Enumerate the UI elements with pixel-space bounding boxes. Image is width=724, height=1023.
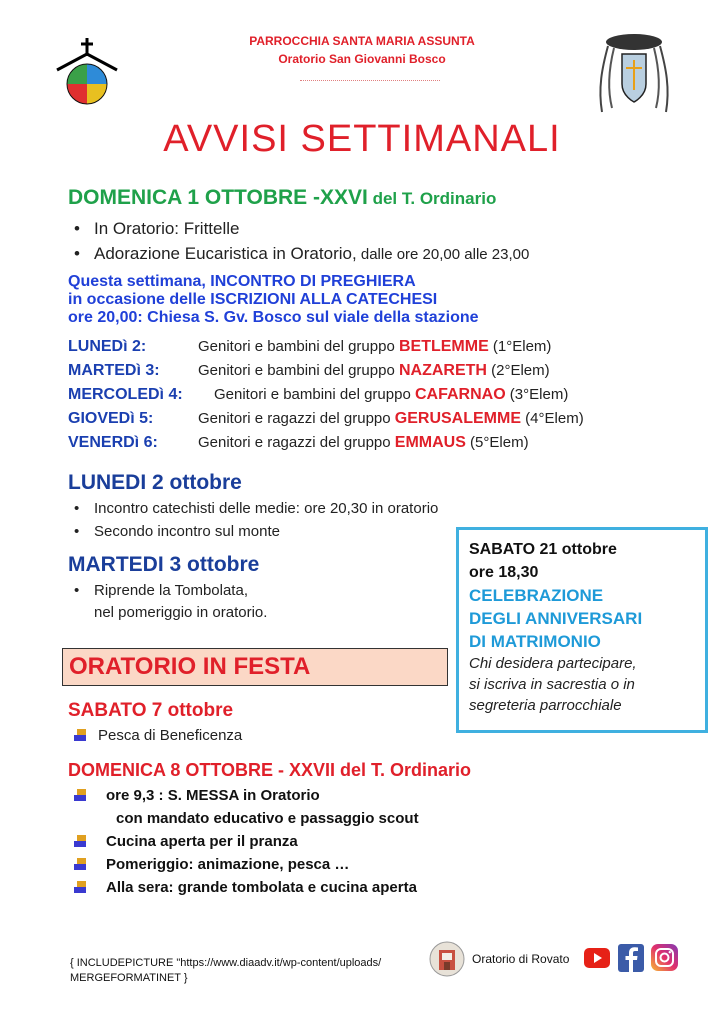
arrow-bullet-icon bbox=[74, 789, 88, 801]
day-row-monday: LUNEDì 2: Genitori e bambini del gruppo BETLEMME (1°Elem) bbox=[68, 338, 552, 355]
saturday-heading: SABATO 7 ottobre bbox=[68, 700, 234, 721]
day-row-friday: VENERDì 6: Genitori e ragazzi del gruppo EMMAUS (5°Elem) bbox=[68, 434, 529, 451]
box-event: DEGLI ANNIVERSARI bbox=[469, 609, 643, 628]
list-item: • Secondo incontro sul monte bbox=[68, 520, 438, 543]
sunday8-heading: DOMENICA 8 OTTOBRE - XXVII del T. Ordinario bbox=[68, 760, 472, 780]
oratory-name: Oratorio San Giovanni Bosco bbox=[278, 52, 446, 66]
box-time: ore 18,30 bbox=[469, 564, 539, 581]
list-item: con mandato educativo e passaggio scout bbox=[116, 810, 419, 827]
sunday1-list bbox=[68, 216, 529, 267]
day-row-tuesday: MARTEDì 3: Genitori e bambini del gruppo NAZARETH (2°Elem) bbox=[68, 362, 550, 379]
anniversary-box bbox=[456, 527, 708, 733]
week-announcement bbox=[68, 273, 479, 327]
monday-list bbox=[68, 497, 438, 543]
box-event: CELEBRAZIONE bbox=[469, 586, 604, 605]
footer-brand: Oratorio di Rovato bbox=[472, 952, 570, 966]
sunday1-heading bbox=[68, 186, 496, 210]
oratory-photo-icon bbox=[429, 941, 465, 977]
week-line: ore 20,00: Chiesa S. Gv. Bosco sul viale della stazione bbox=[68, 309, 479, 326]
box-date: SABATO 21 ottobre bbox=[469, 541, 617, 558]
tuesday-list bbox=[68, 580, 267, 624]
day-row-wednesday: MERCOLEDì 4: Genitori e bambini del gruppo CAFARNAO (3°Elem) bbox=[68, 386, 569, 403]
week-line: Questa settimana, INCONTRO DI PREGHIERA bbox=[68, 273, 416, 290]
list-item: • Riprende la Tombolata, nel pomeriggio in oratorio. bbox=[68, 580, 267, 624]
sunday1-heading-suffix: del T. Ordinario bbox=[367, 189, 497, 208]
saturday-item: Pesca di Beneficenza bbox=[74, 727, 242, 744]
arrow-bullet-icon bbox=[74, 729, 88, 741]
week-line: in occasione delle ISCRIZIONI ALLA CATECHESI bbox=[68, 291, 438, 308]
festa-banner: ORATORIO IN FESTA bbox=[62, 648, 448, 686]
list-item: ore 9,3 : S. MESSA in Oratorio bbox=[74, 784, 419, 807]
tuesday-heading: MARTEDI 3 ottobre bbox=[68, 553, 260, 576]
box-note: si iscriva in sacrestia o in bbox=[469, 676, 635, 693]
arrow-bullet-icon bbox=[74, 858, 88, 870]
list-item: Cucina aperta per il pranza bbox=[74, 830, 419, 853]
arrow-bullet-icon bbox=[74, 881, 88, 893]
page-title: AVVISI SETTIMANALI bbox=[163, 118, 561, 160]
list-item: Pomeriggio: animazione, pesca … bbox=[74, 853, 419, 876]
box-note: segreteria parrocchiale bbox=[469, 697, 622, 714]
field-code: { INCLUDEPICTURE "https://www.diaadv.it/wp-content/uploads/ MERGEFORMATINET } bbox=[70, 957, 382, 984]
list-item: • In Oratorio: Frittelle bbox=[68, 216, 529, 241]
box-note: Chi desidera partecipare, bbox=[469, 655, 637, 672]
monday-heading: LUNEDI 2 ottobre bbox=[68, 471, 242, 494]
box-event: DI MATRIMONIO bbox=[469, 632, 601, 651]
list-item: Alla sera: grande tombolata e cucina aperta bbox=[74, 876, 419, 899]
instagram-icon[interactable] bbox=[651, 944, 678, 971]
coat-of-arms-icon bbox=[594, 28, 674, 118]
sunday8-list bbox=[74, 784, 419, 899]
sunday1-heading-main: DOMENICA 1 OTTOBRE -XXVI bbox=[68, 186, 368, 209]
parish-name: PARROCCHIA SANTA MARIA ASSUNTA bbox=[249, 34, 475, 48]
day-row-thursday: GIOVEDì 5: Genitori e ragazzi del gruppo GERUSALEMME (4°Elem) bbox=[68, 410, 584, 427]
arrow-bullet-icon bbox=[74, 835, 88, 847]
youtube-icon[interactable] bbox=[584, 948, 610, 968]
list-item: • Incontro catechisti delle medie: ore 20,30 in oratorio bbox=[68, 497, 438, 520]
list-item: • Adorazione Eucaristica in Oratorio, dalle ore 20,00 alle 23,00 bbox=[68, 241, 529, 267]
header-divider bbox=[300, 80, 440, 81]
facebook-icon[interactable] bbox=[618, 944, 644, 972]
